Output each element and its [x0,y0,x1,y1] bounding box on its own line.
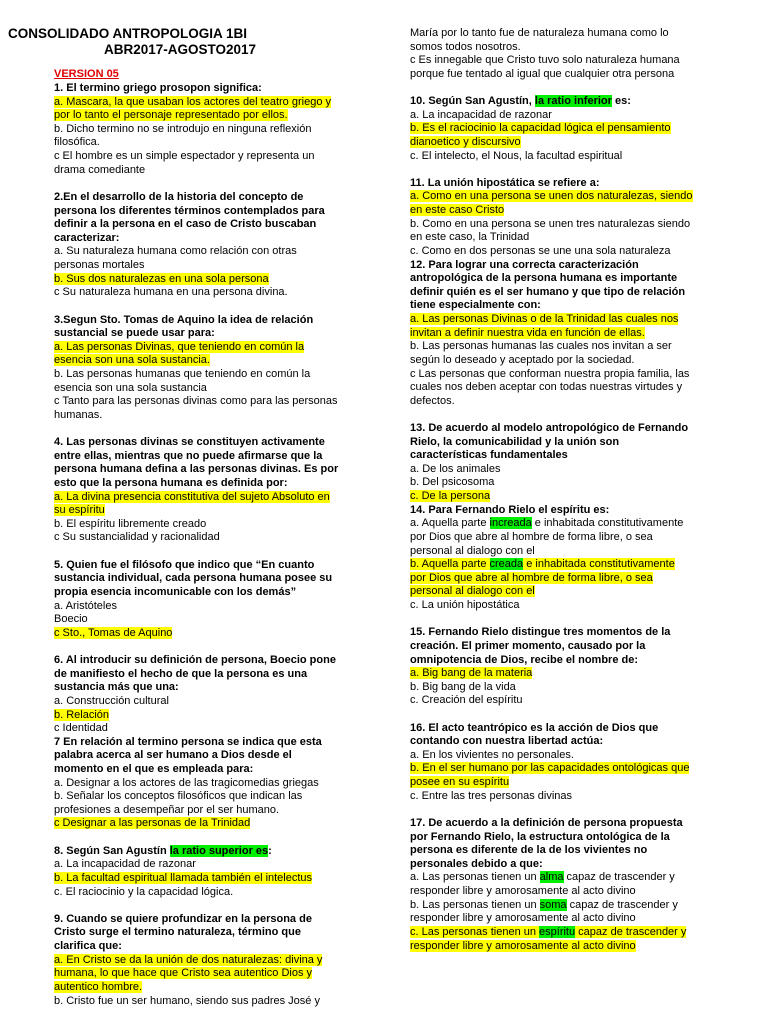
text-line [54,191,303,204]
text-line [410,831,670,844]
text-line [54,858,196,871]
text-line [54,926,301,939]
text-run: capaz de trascender y [566,898,678,911]
text-run: esto que la persona humana es definida por: [54,476,288,489]
highlighted-answer: b. La facultad espiritual llamada también el intelectus [54,871,313,884]
highlighted-term: la ratio superior es [169,844,269,857]
text-run: Cristo surge el termino naturaleza, término que [54,926,301,939]
text-line [54,804,279,817]
text-line [54,463,338,476]
text-line [54,709,109,722]
text-run: personal al dialogo con el [410,544,535,557]
highlighted-answer: esencia son una sola sustancia. [54,354,210,367]
highlighted-answer: e inhabitada constitutivamente [523,558,675,571]
text-line [54,96,331,109]
text-line [410,286,685,299]
text-line [410,95,631,108]
highlighted-answer: b. Es el raciocinio la capacidad lógica el pensamiento [410,122,671,135]
text-line [54,940,122,953]
text-run: 9. Cuando se quiere profundizar en la persona de [54,912,312,925]
text-line [54,654,336,667]
text-line [54,477,288,490]
text-line [410,885,636,898]
text-run: según lo deseado y aceptado por la sociedad. [410,353,635,366]
text-line [410,436,619,449]
text-run: profesiones a desempeñar por el ser humano. [54,803,280,816]
text-run: propia esencia incomunicable con los demás” [54,585,297,598]
text-run: 3.Segun Sto. Tomas de Aquino la idea de relación [54,313,314,326]
text-line [410,762,689,775]
text-line [410,926,686,939]
text-line [410,340,672,353]
highlighted-term: la ratio inferior [534,95,612,108]
text-line [410,272,677,285]
text-run: b. Del psicosoma [410,476,495,489]
text-line [410,327,645,340]
text-run: c Las personas que conforman nuestra propia familia, las [410,367,690,380]
highlighted-answer: autentico hombre. [54,980,143,993]
text-run: personas mortales [54,259,145,272]
text-line [410,245,671,258]
text-line [410,218,690,231]
text-line [54,981,142,994]
text-line [54,136,100,149]
text-line [54,150,314,163]
text-line [54,273,269,286]
text-run: 2.En el desarrollo de la historia del concepto de [54,190,304,203]
text-line [410,381,682,394]
highlighted-answer: a. Mascara, la que usaban los actores del teatro griego y [54,95,331,108]
text-run: a. La incapacidad de razonar [410,108,552,121]
text-run: c. Entre las tres personas divinas [410,789,573,802]
text-run: a. Designar a los actores de las tragicomedias griegas [54,776,319,789]
text-run: en este caso, la Trinidad [410,231,530,244]
text-run: a. Construcción cultural [54,694,169,707]
highlighted-answer: responder libre y amorosamente al acto divino [410,939,636,952]
text-line [54,817,250,830]
highlighted-answer: a. Las personas Divinas, que teniendo en común la [54,340,305,353]
text-run: a. Aristóteles [54,599,117,612]
text-run: filosófica. [54,136,100,149]
text-run: c Es innegable que Cristo tuvo solo naturaleza humana [410,54,680,67]
text-run: 7 En relación al termino persona se indica que esta [54,735,322,748]
text-line [410,231,529,244]
text-line [54,245,297,258]
text-run: 16. El acto teantrópico es la acción de Dios que [410,721,659,734]
text-line [410,585,535,598]
text-line [54,572,332,585]
text-run: 6. Al introducir su definición de persona, Boecio pone [54,654,336,667]
text-run: responder libre y amorosamente al acto divino [410,912,636,925]
highlighted-answer: invitan a definir nuestra vida en función de ellas. [410,326,645,339]
text-run: b. Señalar los conceptos filosóficos que indican las [54,790,303,803]
highlighted-answer: personal al dialogo con el [410,585,535,598]
text-run: b. El espíritu libremente creado [54,517,207,530]
text-line [410,504,609,517]
text-run: c El hombre es un simple espectador y representa un [54,150,315,163]
text-line [54,450,322,463]
text-line [410,667,532,680]
text-run: a. En los vivientes no personales. [410,748,574,761]
text-run: a. Las personas tienen un [410,871,540,884]
text-run: 15. Fernando Rielo distingue tres momentos de la [410,626,671,639]
text-run: b. Big bang de la vida [410,680,516,693]
highlighted-answer: a. La divina presencia constitutiva del sujeto Absoluto en [54,490,330,503]
text-line [410,41,521,54]
text-run: 11. La unión hipostática se refiere a: [410,176,600,189]
text-run: porque fue tentado al igual que cualquier otra persona [410,67,675,80]
highlighted-answer: b. Sus dos naturalezas en una sola persona [54,272,269,285]
highlighted-answer: en este caso Cristo [410,204,505,217]
text-run: b. Las personas humanas las cuales nos invitan a ser [410,340,672,353]
text-line [410,190,693,203]
text-line [54,695,169,708]
highlighted-answer: su espíritu [54,504,105,517]
text-run: c. El raciocinio y la capacidad lógica. [54,885,234,898]
text-line [54,354,210,367]
text-run: a. La incapacidad de razonar [54,858,196,871]
text-run: c Identidad [54,722,108,735]
text-line [410,476,494,489]
text-line [54,886,233,899]
highlighted-answer: humana, lo que hace que Cristo sea autentico Dios y [54,967,313,980]
text-run: c. Como en dos personas se une una sola naturaleza [410,244,671,257]
text-run: María por lo tanto fue de naturaleza humana como lo [410,27,669,39]
text-run: persona es diferente de la de los vivientes no [410,844,648,857]
text-run: clarifica que: [54,940,122,953]
highlighted-term: creada [489,558,524,571]
text-run: contando con nuestra libertad actúa: [410,735,604,748]
text-run: : [268,844,272,857]
text-line [410,463,501,476]
text-line [410,681,516,694]
text-run: características fundamentales [410,449,568,462]
text-line [54,872,312,885]
document-title-line2: ABR2017-AGOSTO2017 [104,42,257,57]
text-line [410,599,519,612]
text-line [410,422,688,435]
text-run: 17. De acuerdo a la definición de persona propuesta [410,816,683,829]
text-line [54,531,220,544]
text-line [410,68,674,81]
text-run: 8. Según San Agustín [54,844,170,857]
text-run: 4. Las personas divinas se constituyen activamente [54,436,325,449]
highlighted-answer: a. Como en una persona se unen dos naturalezas, siendo [410,190,693,203]
text-run: somos todos nosotros. [410,40,521,53]
text-line [410,150,622,163]
highlighted-answer: por lo tanto el personaje representado por ellos. [54,109,288,122]
text-line [54,763,253,776]
text-run: c. Creación del espíritu [410,694,523,707]
text-line [410,940,636,953]
text-line [410,817,683,830]
text-line [410,694,523,707]
text-line [410,109,552,122]
text-run: 12. Para lograr una correcta caracterización [410,258,639,271]
text-line [410,776,509,789]
text-run: antropológica de la persona humana es importante [410,272,678,285]
text-line [54,123,311,136]
text-line [54,395,338,408]
text-run: 5. Quien fue el filósofo que indico que “En cuanto [54,558,315,571]
text-line [54,627,172,640]
text-line [410,368,689,381]
text-run: tiene especialmente con: [410,299,541,312]
text-line [54,368,310,381]
text-run: 13. De acuerdo al modelo antropológico de Fernando [410,421,689,434]
text-run: esencia son una sola sustancia [54,381,207,394]
text-run: c Tanto para las personas divinas como para las personas [54,395,338,408]
text-run: drama comediante [54,163,146,176]
highlighted-answer: c. Las personas tienen un [410,925,540,938]
text-line [410,640,645,653]
text-run: 10. Según San Agustín, [410,95,535,108]
highlighted-answer: a. Las personas Divinas o de la Trinidad las cuales nos [410,313,679,326]
text-line [54,327,215,340]
text-line [54,600,117,613]
highlighted-answer: a. En Cristo se da la unión de dos naturalezas: divina y [54,953,323,966]
text-line [54,205,325,218]
text-line [54,967,312,980]
text-run: definir quién es el ser humano y que tipo de relación [410,285,686,298]
text-run: defectos. [410,394,455,407]
text-run: persona los diferentes términos contemplados para [54,204,325,217]
text-run: es: [611,95,631,108]
text-run: sustancia más que una: [54,681,179,694]
text-line [54,382,207,395]
text-run: c Su naturaleza humana en una persona divina. [54,286,288,299]
text-line [410,545,535,558]
text-line [54,518,206,531]
text-line [54,559,314,572]
highlighted-term: soma [539,898,567,911]
text-line [54,109,288,122]
text-line [54,436,325,449]
text-line [54,82,262,95]
text-line [410,122,671,135]
text-line [410,871,675,884]
text-run: omnipotencia de Dios, recibe el nombre de: [410,653,638,666]
text-line [410,844,647,857]
text-line [410,722,658,735]
text-line [410,572,653,585]
text-line [54,722,108,735]
text-run: responder libre y amorosamente al acto divino [410,885,636,898]
text-run: a. De los animales [410,462,501,475]
text-run: b. Las personas humanas que teniendo en común la [54,368,311,381]
text-line [410,354,634,367]
text-run: humanas. [54,408,103,421]
text-line [410,654,638,667]
text-line [410,735,603,748]
text-line [54,845,272,858]
text-line [54,681,179,694]
text-line [54,164,145,177]
text-line [410,54,680,67]
text-line [54,777,319,790]
highlighted-term: alma [539,871,564,884]
highlighted-answer: capaz de trascender y [575,925,687,938]
text-line [410,790,572,803]
highlighted-answer: c. De la persona [410,490,491,503]
text-run: a. Aquella parte [410,517,490,530]
text-line [410,136,521,149]
text-line [54,314,313,327]
text-run: de manifiesto el hecho de que la persona es una [54,667,308,680]
text-line [54,491,330,504]
document-title-line1: CONSOLIDADO ANTROPOLOGIA 1BI [8,26,248,41]
highlighted-answer: c Sto., Tomas de Aquino [54,626,173,639]
text-line [410,517,683,530]
text-run: cuales nos deben aceptar con todas nuestras virtudes y [410,381,683,394]
text-line [54,259,145,272]
text-run: c Su sustancialidad y racionalidad [54,531,220,544]
highlighted-answer: por Dios que abre al hombre de forma libre, o sea [410,571,653,584]
text-run: palabra acerca al ser humano a Dios desde el [54,749,292,762]
text-run: sustancial se puede usar para: [54,327,215,340]
text-line [410,177,600,190]
text-run: Boecio [54,613,88,626]
highlighted-answer: c Designar a las personas de la Trinidad [54,817,251,830]
text-run: entre ellas, mientras que no puede afirmarse que la [54,449,323,462]
text-run: definir a la persona en el caso de Cristo buscaban [54,218,317,231]
text-line [54,913,312,926]
text-run: persona humana defina a las personas divinas. Es por [54,463,339,476]
text-line [54,668,307,681]
text-run: capaz de trascender y [563,871,675,884]
highlighted-answer: dianoetico y discursivo [410,135,521,148]
text-line [410,299,541,312]
text-run: b. Las personas tienen un [410,898,540,911]
highlighted-answer: a. Big bang de la materia [410,667,533,680]
highlighted-answer: b. Relación [54,708,110,721]
text-run: e inhabitada constitutivamente [531,517,684,530]
text-line [410,259,639,272]
text-run: creación. El primer momento, causado por la [410,639,646,652]
text-line [410,449,568,462]
highlighted-answer: posee en su espíritu [410,776,510,789]
text-line [54,218,316,231]
text-line [410,204,504,217]
text-line [410,749,574,762]
text-run: personales debido a que: [410,857,543,870]
text-line [410,626,670,639]
text-run: momento en el que es empleada para: [54,763,254,775]
text-line [54,232,119,245]
text-run: b. Como en una persona se unen tres naturalezas siendo [410,217,691,230]
highlighted-answer: b. En el ser humano por las capacidades ontológicas que [410,762,690,775]
text-line [410,912,636,925]
text-run: por Dios que abre al hombre de forma libre, o sea [410,530,653,543]
text-line [410,858,543,871]
text-run: por Fernando Rielo, la estructura ontológica de la [410,830,670,843]
text-line [410,395,455,408]
text-line [54,749,292,762]
text-line [410,899,678,912]
text-run: a. Su naturaleza humana como relación con otras [54,245,297,258]
highlighted-term: increada [489,517,532,530]
text-line [54,504,105,517]
text-run: b. Dicho termino no se introdujo en ninguna reflexión [54,122,312,135]
text-line [410,27,669,40]
text-run: sustancia individual, cada persona humana posee su [54,572,333,585]
text-line [410,313,678,326]
highlighted-answer: b. Aquella parte [410,558,490,571]
text-run: 1. El termino griego prosopon significa: [54,82,262,94]
text-line [410,558,675,571]
text-run: c. El intelecto, el Nous, la facultad espiritual [410,149,623,162]
text-run: caracterizar: [54,231,120,244]
text-line [54,790,302,803]
text-line [410,531,653,544]
text-run: Rielo, la comunicabilidad y la unión son [410,435,620,448]
text-line [54,286,288,299]
text-run: b. Cristo fue un ser humano, siendo sus padres José y [54,994,320,1007]
text-line [410,490,490,503]
highlighted-term: espíritu [539,925,576,938]
text-line [54,995,320,1008]
text-line [54,736,322,749]
text-run: c. La unión hipostática [410,599,520,612]
text-line [54,409,102,422]
text-line [54,954,322,967]
version-label: VERSION 05 [54,68,119,80]
text-line [54,341,304,354]
text-run: 14. Para Fernando Rielo el espíritu es: [410,503,610,516]
text-line [54,586,296,599]
text-line [54,613,88,626]
